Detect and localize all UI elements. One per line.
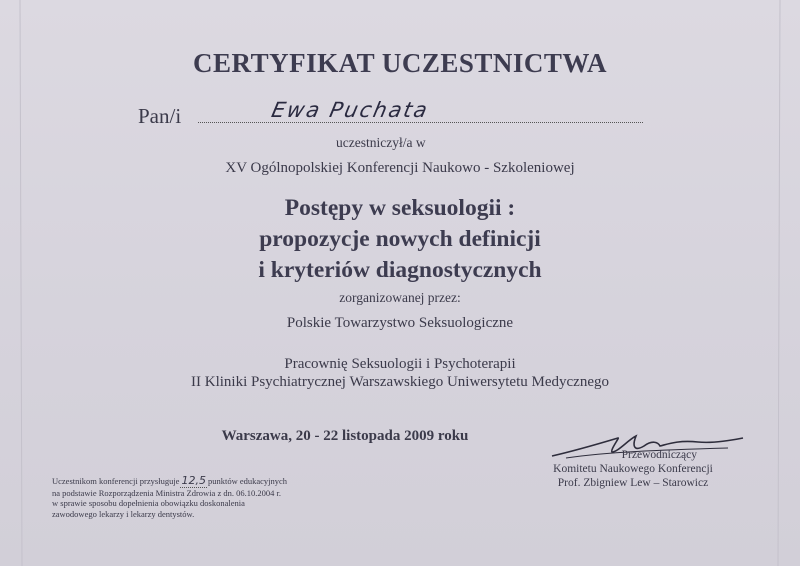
participant-name: Ewa Puchata <box>269 98 432 122</box>
conference-topic <box>0 193 800 286</box>
points-line: zawodowego lekarzy i lekarzy dentystów. <box>52 508 195 519</box>
topic-line: i kryteriów diagnostycznych <box>258 257 542 283</box>
certificate-title: CERTYFIKAT UCZESTNICTWA <box>193 48 607 78</box>
place-date: Warszawa, 20 - 22 listopada 2009 roku <box>221 428 469 444</box>
department-line: Pracownię Seksuologii i Psychoterapii <box>284 356 516 372</box>
chair-line: Przewodniczący <box>621 449 697 461</box>
department-line: II Kliniki Psychiatrycznej Warszawskiego Uniwersytetu Medycznego <box>191 374 609 390</box>
chair-line: Prof. Zbigniew Lew – Starowicz <box>557 477 709 489</box>
education-points-note <box>52 476 372 519</box>
participated-text: uczestniczył/a w <box>336 135 426 150</box>
topic-line: propozycje nowych definicji <box>259 226 541 252</box>
chairman-block <box>533 448 733 490</box>
points-line: na podstawie Rozporządzenia Ministra Zdrowia z dn. 06.10.2004 r. <box>52 487 281 498</box>
organized-by-label: zorganizowanej przez: <box>339 290 461 305</box>
pan-label: Pan/i <box>138 104 182 128</box>
conference-name: XV Ogólnopolskiej Konferencji Naukowo - Szkoleniowej <box>225 160 575 176</box>
society-name: Polskie Towarzystwo Seksuologiczne <box>286 315 514 331</box>
points-text-after: punktów edukacyjnych <box>207 476 288 486</box>
points-text-before: Uczestnikom konferencji przysługuje <box>52 476 180 486</box>
points-line: w sprawie sposobu dopełnienia obowiązku doskonalenia <box>52 498 245 508</box>
department-name <box>0 355 800 391</box>
points-value: 12,5 <box>181 474 206 487</box>
chair-line: Komitetu Naukowego Konferencji <box>553 463 713 475</box>
topic-line: Postępy w seksuologii : <box>284 195 516 221</box>
